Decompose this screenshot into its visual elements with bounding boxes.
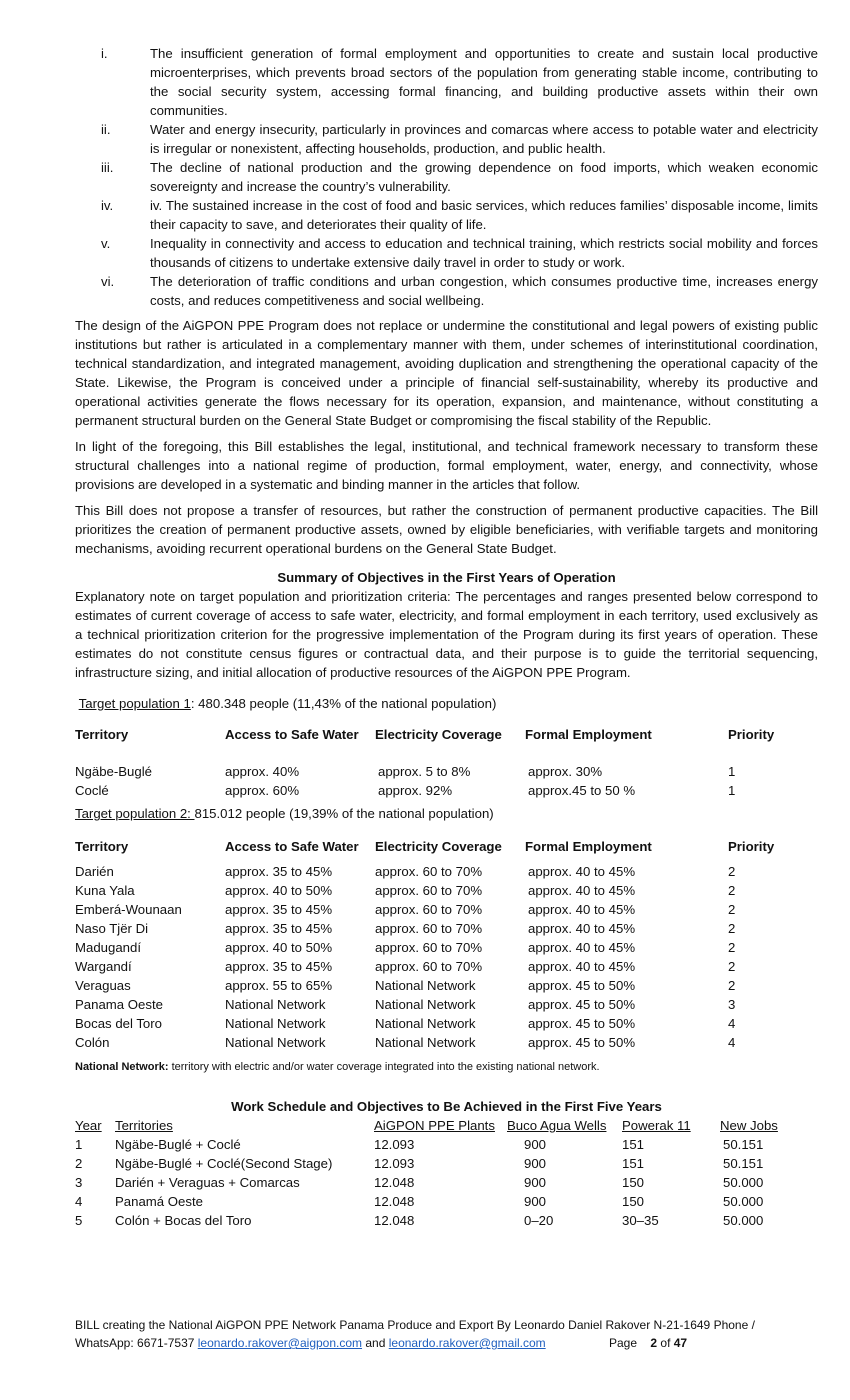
table-row: Coclé approx. 60% approx. 92% approx.45 to 50 % 1: [75, 783, 736, 798]
table-row: Bocas del Toro National Network National Network approx. 45 to 50% 4: [75, 1016, 736, 1031]
table-row: 1 Ngäbe-Buglé + Coclé 12.093 900 151 50.151: [75, 1137, 764, 1152]
table-row: 4 Panamá Oeste 12.048 900 150 50.000: [75, 1194, 764, 1209]
list-text: iv. The sustained increase in the cost of food and basic services, which reduces families’ disposable income, limits their capacity to save, and deteriorates their quality of life.: [150, 198, 818, 232]
table-header-row: [75, 725, 818, 762]
list-text: Inequality in connectivity and access to education and technical training, which restricts social mobility and forces thousands of citizens to undertake extensive daily travel in order to study or work.: [150, 236, 818, 270]
work-schedule-table: [75, 1116, 818, 1230]
target-population-2: [75, 804, 818, 823]
target-population-2-table: [75, 837, 818, 1052]
list-number: iii.: [101, 160, 114, 175]
column-header: Territory: [75, 839, 129, 854]
paragraph-program-design: The design of the AiGPON PPE Program does not replace or undermine the constitutional and legal powers of existing public institutions but rather is articulated in a complementary manner with them, under schemes of interinstitutional coordination, technical standardization, and integrated management, avoiding duplication and strengthening the operational capacity of the State. Likewise, the Program is conceived under a principle of financial self-sustainability, whereby its productive and operational activities generate the flows necessary for its operation, expansion, and maintenance, without constituting a permanent structural burden on the General State Budget or compromising the fiscal stability of the Republic.: [75, 318, 818, 428]
footer-phone: WhatsApp: 6671-7537: [75, 1336, 198, 1350]
table-row: Colón National Network National Network approx. 45 to 50% 4: [75, 1035, 736, 1050]
challenges-list: [75, 44, 818, 310]
table-row: Veraguas approx. 55 to 65% National Network approx. 45 to 50% 2: [75, 978, 736, 993]
table-row: Wargandí approx. 35 to 45% approx. 60 to 70% approx. 40 to 45% 2: [75, 959, 736, 974]
page-of: of: [657, 1336, 674, 1350]
column-header: Territories: [115, 1118, 173, 1133]
column-header: Buco Agua Wells: [507, 1118, 607, 1133]
list-text: Water and energy insecurity, particularly in provinces and comarcas where access to potable water and electricity is irregular or nonexistent, affecting households, production, and public health.: [150, 122, 818, 156]
table-row: Kuna Yala approx. 40 to 50% approx. 60 to 70% approx. 40 to 45% 2: [75, 883, 736, 898]
column-header: Electricity Coverage: [375, 727, 502, 742]
list-text: The decline of national production and the growing dependence on food imports, which weaken economic sovereignty and increase the country’s vulnerability.: [150, 160, 818, 194]
schedule-title: Work Schedule and Objectives to Be Achieved in the First Five Years: [231, 1099, 662, 1114]
table-header-row: [75, 837, 818, 862]
target-population-1-label: Target population 1: [78, 696, 191, 711]
email-link-gmail[interactable]: leonardo.rakover@gmail.com: [388, 1336, 546, 1350]
footer-line-2: [75, 1334, 795, 1352]
target-population-2-text: 815.012 people (19,39% of the national population): [194, 806, 494, 821]
target-population-1-table: [75, 725, 818, 800]
list-item: [75, 234, 818, 272]
explanatory-note: Explanatory note on target population and prioritization criteria: The percentages and ranges presented below correspond to estimates of current coverage of access to safe water, electricity, and formal employment in each territory, used exclusively as a technical prioritization criterion for the progressive implementation of the Program during its first years of operation. These estimates do not constitute census figures or contractual data, and their purpose is to guide the territorial sequencing, infrastructure sizing, and initial allocation of productive resources of the AiGPON PPE Program.: [75, 589, 818, 680]
column-header: Territory: [75, 727, 129, 742]
table-row: 3 Darién + Veraguas + Comarcas 12.048 900 150 50.000: [75, 1175, 764, 1190]
target-population-2-label: Target population 2:: [75, 806, 195, 821]
table-row: Panama Oeste National Network National Network approx. 45 to 50% 3: [75, 997, 736, 1012]
note-text: territory with electric and/or water coverage integrated into the existing national network.: [168, 1061, 600, 1073]
list-number: v.: [101, 236, 111, 251]
column-header: Access to Safe Water: [225, 839, 359, 854]
page-total: 47: [673, 1336, 688, 1350]
page-footer: [75, 1316, 795, 1352]
target-population-1-text: : 480.348 people (11,43% of the national population): [190, 696, 497, 711]
table-header-row: [75, 1116, 818, 1135]
table-row: Naso Tjër Di approx. 35 to 45% approx. 60 to 70% approx. 40 to 45% 2: [75, 921, 736, 936]
list-text: The deterioration of traffic conditions and urban congestion, which consumes productive time, increases energy costs, and reduces competitiveness and social wellbeing.: [150, 274, 818, 308]
column-header: AiGPON PPE Plants: [374, 1118, 495, 1133]
column-header: Powerak 11: [622, 1118, 691, 1133]
footer-and: and: [362, 1336, 389, 1350]
column-header: Formal Employment: [525, 839, 652, 854]
list-number: iv.: [101, 198, 114, 213]
target-population-1: [75, 694, 818, 713]
column-header: Year: [75, 1118, 102, 1133]
table-row: Ngäbe-Buglé approx. 40% approx. 5 to 8% approx. 30% 1: [75, 764, 736, 779]
list-number: i.: [101, 46, 108, 61]
footer-line-1: BILL creating the National AiGPON PPE Network Panama Produce and Export By Leonardo Daniel Rakover N-21-1649 Phone /: [75, 1318, 755, 1332]
column-header: New Jobs: [720, 1118, 778, 1133]
column-header: Priority: [728, 839, 775, 854]
national-network-note: [75, 1058, 818, 1077]
column-header: Access to Safe Water: [225, 727, 359, 742]
list-number: ii.: [101, 122, 111, 137]
summary-title: Summary of Objectives in the First Years of Operation: [277, 570, 616, 585]
list-item: [75, 158, 818, 196]
column-header: Electricity Coverage: [375, 839, 502, 854]
list-item: [75, 272, 818, 310]
table-row: Madugandí approx. 40 to 50% approx. 60 to 70% approx. 40 to 45% 2: [75, 940, 736, 955]
table-row: 5 Colón + Bocas del Toro 12.048 0–20 30–35 50.000: [75, 1213, 764, 1228]
list-number: vi.: [101, 274, 115, 289]
list-item: [75, 120, 818, 158]
paragraph-productive-capacities: This Bill does not propose a transfer of resources, but rather the construction of permanent productive capacities. The Bill prioritizes the creation of permanent productive assets, owned by eligible beneficiaries, with verifiable targets and monitoring mechanisms, avoiding recurrent operational burdens on the General State Budget.: [75, 503, 818, 556]
page-current: 2: [650, 1336, 658, 1350]
document-page: [75, 44, 818, 1230]
table-row: 2 Ngäbe-Buglé + Coclé(Second Stage) 12.093 900 151 50.151: [75, 1156, 764, 1171]
list-item: [75, 44, 818, 120]
note-label: National Network:: [75, 1061, 169, 1073]
column-header: Formal Employment: [525, 727, 652, 742]
list-text: The insufficient generation of formal employment and opportunities to create and sustain local productive microenterprises, which prevents broad sectors of the population from generating stable income, contributing to the social security system, accessing formal financing, and building productive assets within their own communities.: [150, 46, 818, 118]
paragraph-legal-framework: In light of the foregoing, this Bill establishes the legal, institutional, and technical framework necessary to transform these structural challenges into a national regime of production, formal employment, water, energy, and connectivity, whose provisions are developed in a systematic and binding manner in the articles that follow.: [75, 439, 818, 492]
table-row: Darién approx. 35 to 45% approx. 60 to 70% approx. 40 to 45% 2: [75, 864, 736, 879]
column-header: Priority: [728, 727, 775, 742]
list-item: [75, 196, 818, 234]
email-link-aigpon[interactable]: leonardo.rakover@aigpon.com: [197, 1336, 363, 1350]
page-label: Page: [609, 1336, 638, 1350]
table-row: Emberá-Wounaan approx. 35 to 45% approx. 60 to 70% approx. 40 to 45% 2: [75, 902, 736, 917]
